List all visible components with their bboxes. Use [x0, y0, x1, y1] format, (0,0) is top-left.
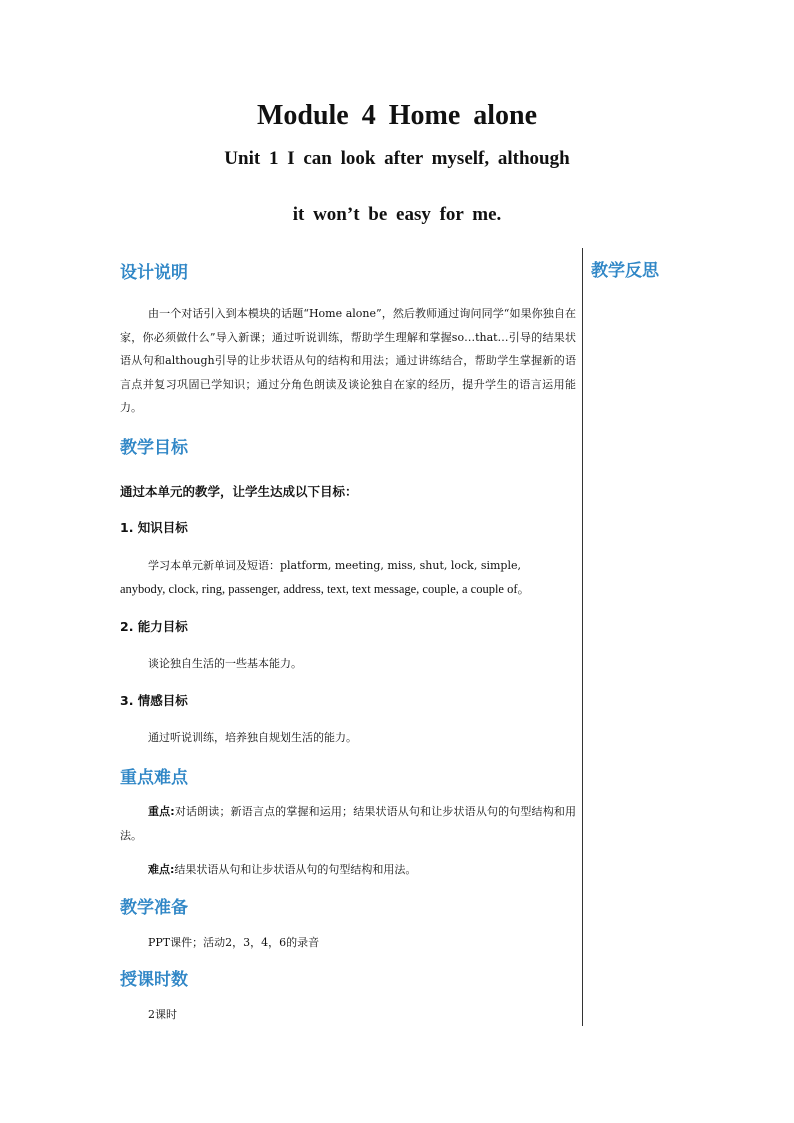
- knowledge-goal-line2: anybody, clock, ring, passenger, address, text, text message, couple, a couple of。: [120, 582, 531, 596]
- focus-text: 对话朗读；新语言点的掌握和运用；结果状语从句和让步状语从句的句型结构和用法。: [120, 805, 576, 842]
- ability-goal-text: 谈论独自生活的一些基本能力。: [148, 657, 302, 670]
- ability-goal-label: 2. 能力目标: [120, 619, 188, 634]
- preparation-text: PPT课件；活动2，3，4，6的录音: [148, 936, 320, 949]
- emotion-goal-text: 通过听说训练，培养独自规划生活的能力。: [148, 731, 357, 744]
- page-title: Module 4 Home alone: [256, 100, 538, 131]
- difficulty-line: [148, 861, 416, 877]
- design-paragraph: 由一个对话引入到本模块的话题“Home alone”，然后教师通过询问同学“如果你独自在家，你必须做什么”导入新课；通过听说训练，帮助学生理解和掌握so…that…引导的结果状语从句和although引导的让步状语从句的结构和用法；通过讲练结合，帮助学生掌握新的语言点并复习巩固已学知识；通过分角色朗读及谈论独自在家的经历，提升学生的语言运用能力。: [120, 307, 576, 414]
- reflection-heading: 教学反思: [591, 261, 659, 281]
- unit-subtitle-line1: Unit 1 I can look after myself, although: [224, 148, 570, 169]
- preparation-heading: 教学准备: [120, 898, 188, 918]
- difficulty-text: 结果状语从句和让步状语从句的句型结构和用法。: [174, 863, 417, 876]
- hours-heading: 授课时数: [120, 970, 188, 990]
- goals-intro: 通过本单元的教学，让学生达成以下目标：: [120, 484, 358, 499]
- goals-heading: 教学目标: [120, 438, 188, 458]
- knowledge-goal-label: 1. 知识目标: [120, 520, 188, 535]
- design-heading: 设计说明: [120, 263, 188, 283]
- hours-text: 2课时: [148, 1008, 177, 1021]
- unit-subtitle-line2: it won’t be easy for me.: [292, 204, 502, 225]
- difficulty-label: 难点:: [148, 863, 175, 876]
- focus-label: 重点:: [148, 805, 175, 818]
- column-divider: [582, 248, 583, 1026]
- emotion-goal-label: 3. 情感目标: [120, 693, 188, 708]
- keypoints-heading: 重点难点: [120, 768, 188, 788]
- focus-paragraph: [120, 800, 576, 847]
- knowledge-goal-line1: 学习本单元新单词及短语：platform, meeting, miss, shut, lock, simple,: [148, 559, 522, 572]
